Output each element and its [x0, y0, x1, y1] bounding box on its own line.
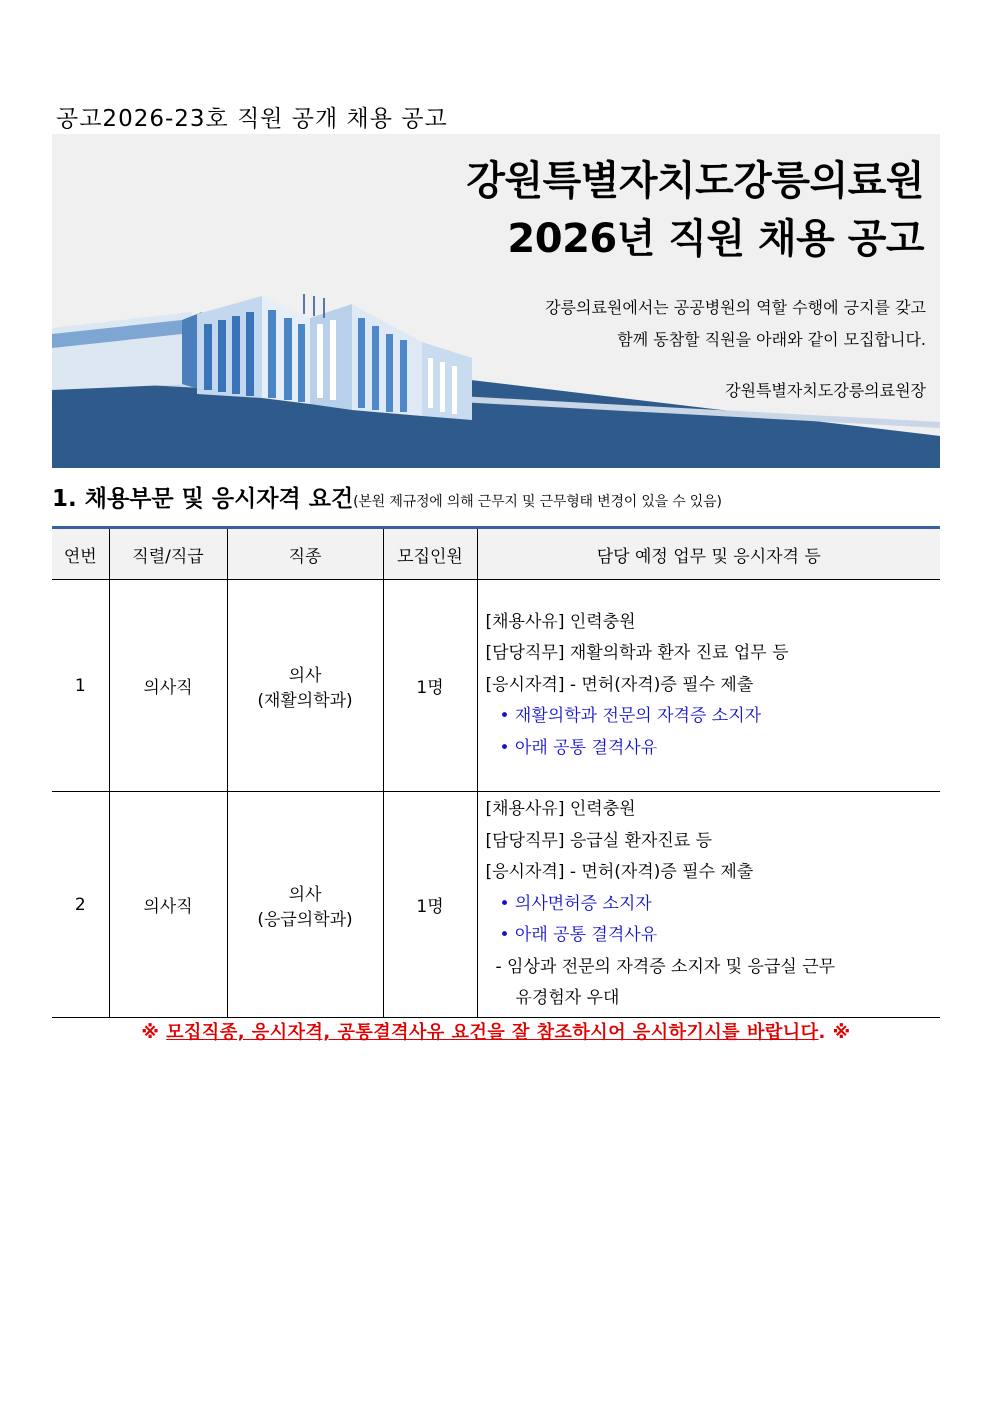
job-dept: (재활의학과)	[257, 690, 353, 711]
header-count: 모집인원	[383, 528, 477, 580]
banner-signature: 강원특별자치도강릉의료원장	[725, 381, 926, 400]
table-row	[52, 580, 940, 792]
job-dept: (응급의학과)	[257, 909, 353, 930]
cell-duty	[477, 792, 940, 1018]
cell-job	[227, 792, 383, 1018]
reference-mark-left: ※	[141, 1022, 160, 1043]
header-no: 연번	[52, 528, 109, 580]
section-note: (본원 제규정에 의해 근무지 및 근무형태 변경이 있을 수 있음)	[353, 494, 722, 510]
duty-preference: - 임상과 전문의 자격증 소지자 및 응급실 근무	[495, 956, 836, 977]
duty-bullet: • 아래 공통 결격사유	[499, 737, 658, 758]
header-series: 직렬/직급	[109, 528, 227, 580]
reference-mark-right: ※	[832, 1022, 851, 1043]
footnote-period: .	[818, 1022, 826, 1043]
cell-no: 1	[52, 580, 109, 792]
job-title: 의사	[288, 665, 322, 686]
table-row	[52, 792, 940, 1018]
recruitment-table	[52, 526, 940, 1018]
table-header-row	[52, 528, 940, 580]
banner-intro-line1: 강릉의료원에서는 공공병원의 역할 수행에 긍지를 갖고	[545, 298, 926, 317]
duty-qualification: [응시자격] - 면허(자격)증 필수 제출	[485, 674, 754, 695]
banner-intro	[545, 292, 926, 356]
duty-bullet: • 의사면허증 소지자	[499, 893, 652, 914]
duty-task: [담당직무] 응급실 환자진료 등	[485, 830, 713, 851]
section-heading	[52, 480, 722, 513]
notice-number: 공고2026-23호 직원 공개 채용 공고	[56, 106, 448, 132]
banner-title-line2: 2026년 직원 채용 공고	[507, 216, 924, 262]
cell-job	[227, 580, 383, 792]
banner-title	[466, 152, 924, 268]
cell-series: 의사직	[109, 792, 227, 1018]
cell-count: 1명	[383, 792, 477, 1018]
cell-count: 1명	[383, 580, 477, 792]
job-title: 의사	[288, 884, 322, 905]
duty-reason: [채용사유] 인력충원	[485, 611, 636, 632]
duty-bullet: • 아래 공통 결격사유	[499, 925, 658, 946]
banner-intro-line2: 함께 동참할 직원을 아래와 같이 모집합니다.	[617, 330, 926, 349]
footnote-text: 모집직종, 응시자격, 공통결격사유 요건을 잘 참조하시어 응시하기시를 바랍니다	[166, 1022, 819, 1043]
duty-bullet: • 재활의학과 전문의 자격증 소지자	[499, 706, 762, 727]
cell-series: 의사직	[109, 580, 227, 792]
duty-preference-cont: 유경험자 우대	[515, 988, 620, 1009]
duty-reason: [채용사유] 인력충원	[485, 799, 636, 820]
duty-task: [담당직무] 재활의학과 환자 진료 업무 등	[485, 643, 789, 664]
header-banner	[52, 134, 940, 468]
section-heading-text: 1. 채용부문 및 응시자격 요건	[52, 486, 354, 512]
header-job: 직종	[227, 528, 383, 580]
banner-title-line1: 강원특별자치도강릉의료원	[466, 158, 924, 204]
header-duty: 담당 예정 업무 및 응시자격 등	[477, 528, 940, 580]
cell-no: 2	[52, 792, 109, 1018]
footnote	[0, 1018, 992, 1044]
duty-qualification: [응시자격] - 면허(자격)증 필수 제출	[485, 862, 754, 883]
cell-duty	[477, 580, 940, 792]
